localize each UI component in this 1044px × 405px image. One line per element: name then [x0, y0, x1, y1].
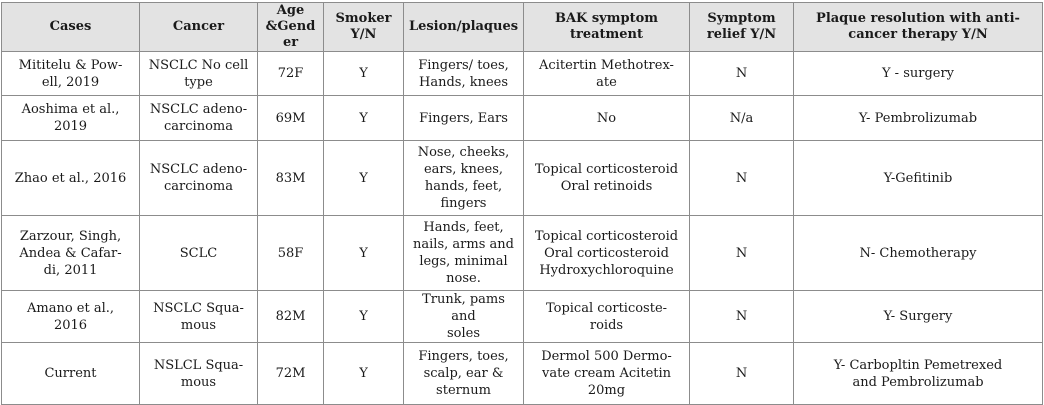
cell-resolution: Y- Pembrolizumab: [794, 96, 1043, 141]
cell-cancer: NSCLC adeno- carcinoma: [140, 141, 258, 216]
cell-smoker: Y: [324, 52, 404, 96]
cell-smoker: Y: [324, 291, 404, 343]
cell-cases: Zhao et al., 2016: [2, 141, 140, 216]
cell-cancer: NSCLC No cell type: [140, 52, 258, 96]
cell-treatment: Topical corticosteroid Oral corticosteroid Hydroxychloroquine: [524, 216, 690, 291]
header-bak-treatment: BAK symptom treatment: [524, 3, 690, 52]
header-cancer: Cancer: [140, 3, 258, 52]
cell-treatment: No: [524, 96, 690, 141]
header-smoker: Smoker Y/N: [324, 3, 404, 52]
cell-cancer: NSLCL Squa- mous: [140, 343, 258, 405]
table-row: [2, 216, 1043, 291]
cell-smoker: Y: [324, 141, 404, 216]
header-cases: Cases: [2, 3, 140, 52]
header-lesion-plaques: Lesion/plaques: [404, 3, 524, 52]
cell-relief: N/a: [690, 96, 794, 141]
cell-age-gender: 72F: [258, 52, 324, 96]
cell-resolution: Y- Carbopltin Pemetrexed and Pembrolizumab: [794, 343, 1043, 405]
header-age-gender: Age &Gender: [258, 3, 324, 52]
cell-resolution: Y-Gefitinib: [794, 141, 1043, 216]
cell-age-gender: 83M: [258, 141, 324, 216]
cell-treatment: Topical corticosteroid Oral retinoids: [524, 141, 690, 216]
cell-resolution: N- Chemotherapy: [794, 216, 1043, 291]
table-row: [2, 52, 1043, 96]
cell-cases: Zarzour, Singh, Andea & Cafar- di, 2011: [2, 216, 140, 291]
cell-cases: Amano et al., 2016: [2, 291, 140, 343]
cell-smoker: Y: [324, 343, 404, 405]
table-header-row: [2, 3, 1043, 52]
table-row: [2, 291, 1043, 343]
cell-lesions: Nose, cheeks, ears, knees, hands, feet, fingers: [404, 141, 524, 216]
cell-age-gender: 58F: [258, 216, 324, 291]
cell-treatment: Acitertin Methotrex- ate: [524, 52, 690, 96]
cell-treatment: Dermol 500 Dermo- vate cream Acitetin 20mg: [524, 343, 690, 405]
table-row: [2, 343, 1043, 405]
cell-lesions: Fingers, Ears: [404, 96, 524, 141]
cell-smoker: Y: [324, 96, 404, 141]
cell-age-gender: 69M: [258, 96, 324, 141]
table-row: [2, 96, 1043, 141]
cell-cases: Aoshima et al., 2019: [2, 96, 140, 141]
cell-relief: N: [690, 291, 794, 343]
cell-cancer: SCLC: [140, 216, 258, 291]
header-plaque-resolution: Plaque resolution with anti-cancer therapy Y/N: [794, 3, 1043, 52]
cell-lesions: Trunk, pams and soles: [404, 291, 524, 343]
cell-lesions: Fingers/ toes, Hands, knees: [404, 52, 524, 96]
cell-cases: Mititelu & Pow- ell, 2019: [2, 52, 140, 96]
cell-cases: Current: [2, 343, 140, 405]
cell-age-gender: 82M: [258, 291, 324, 343]
cell-lesions: Hands, feet, nails, arms and legs, minimal nose.: [404, 216, 524, 291]
case-comparison-table: [1, 2, 1043, 405]
cell-resolution: Y- Surgery: [794, 291, 1043, 343]
cell-smoker: Y: [324, 216, 404, 291]
cell-lesions: Fingers, toes, scalp, ear & sternum: [404, 343, 524, 405]
table-row: [2, 141, 1043, 216]
cell-cancer: NSCLC Squa- mous: [140, 291, 258, 343]
cell-relief: N: [690, 343, 794, 405]
header-symptom-relief: Symptom relief Y/N: [690, 3, 794, 52]
cell-relief: N: [690, 216, 794, 291]
cell-treatment: Topical corticoste- roids: [524, 291, 690, 343]
cell-resolution: Y - surgery: [794, 52, 1043, 96]
cell-relief: N: [690, 141, 794, 216]
cell-relief: N: [690, 52, 794, 96]
cell-age-gender: 72M: [258, 343, 324, 405]
cell-cancer: NSCLC adeno- carcinoma: [140, 96, 258, 141]
